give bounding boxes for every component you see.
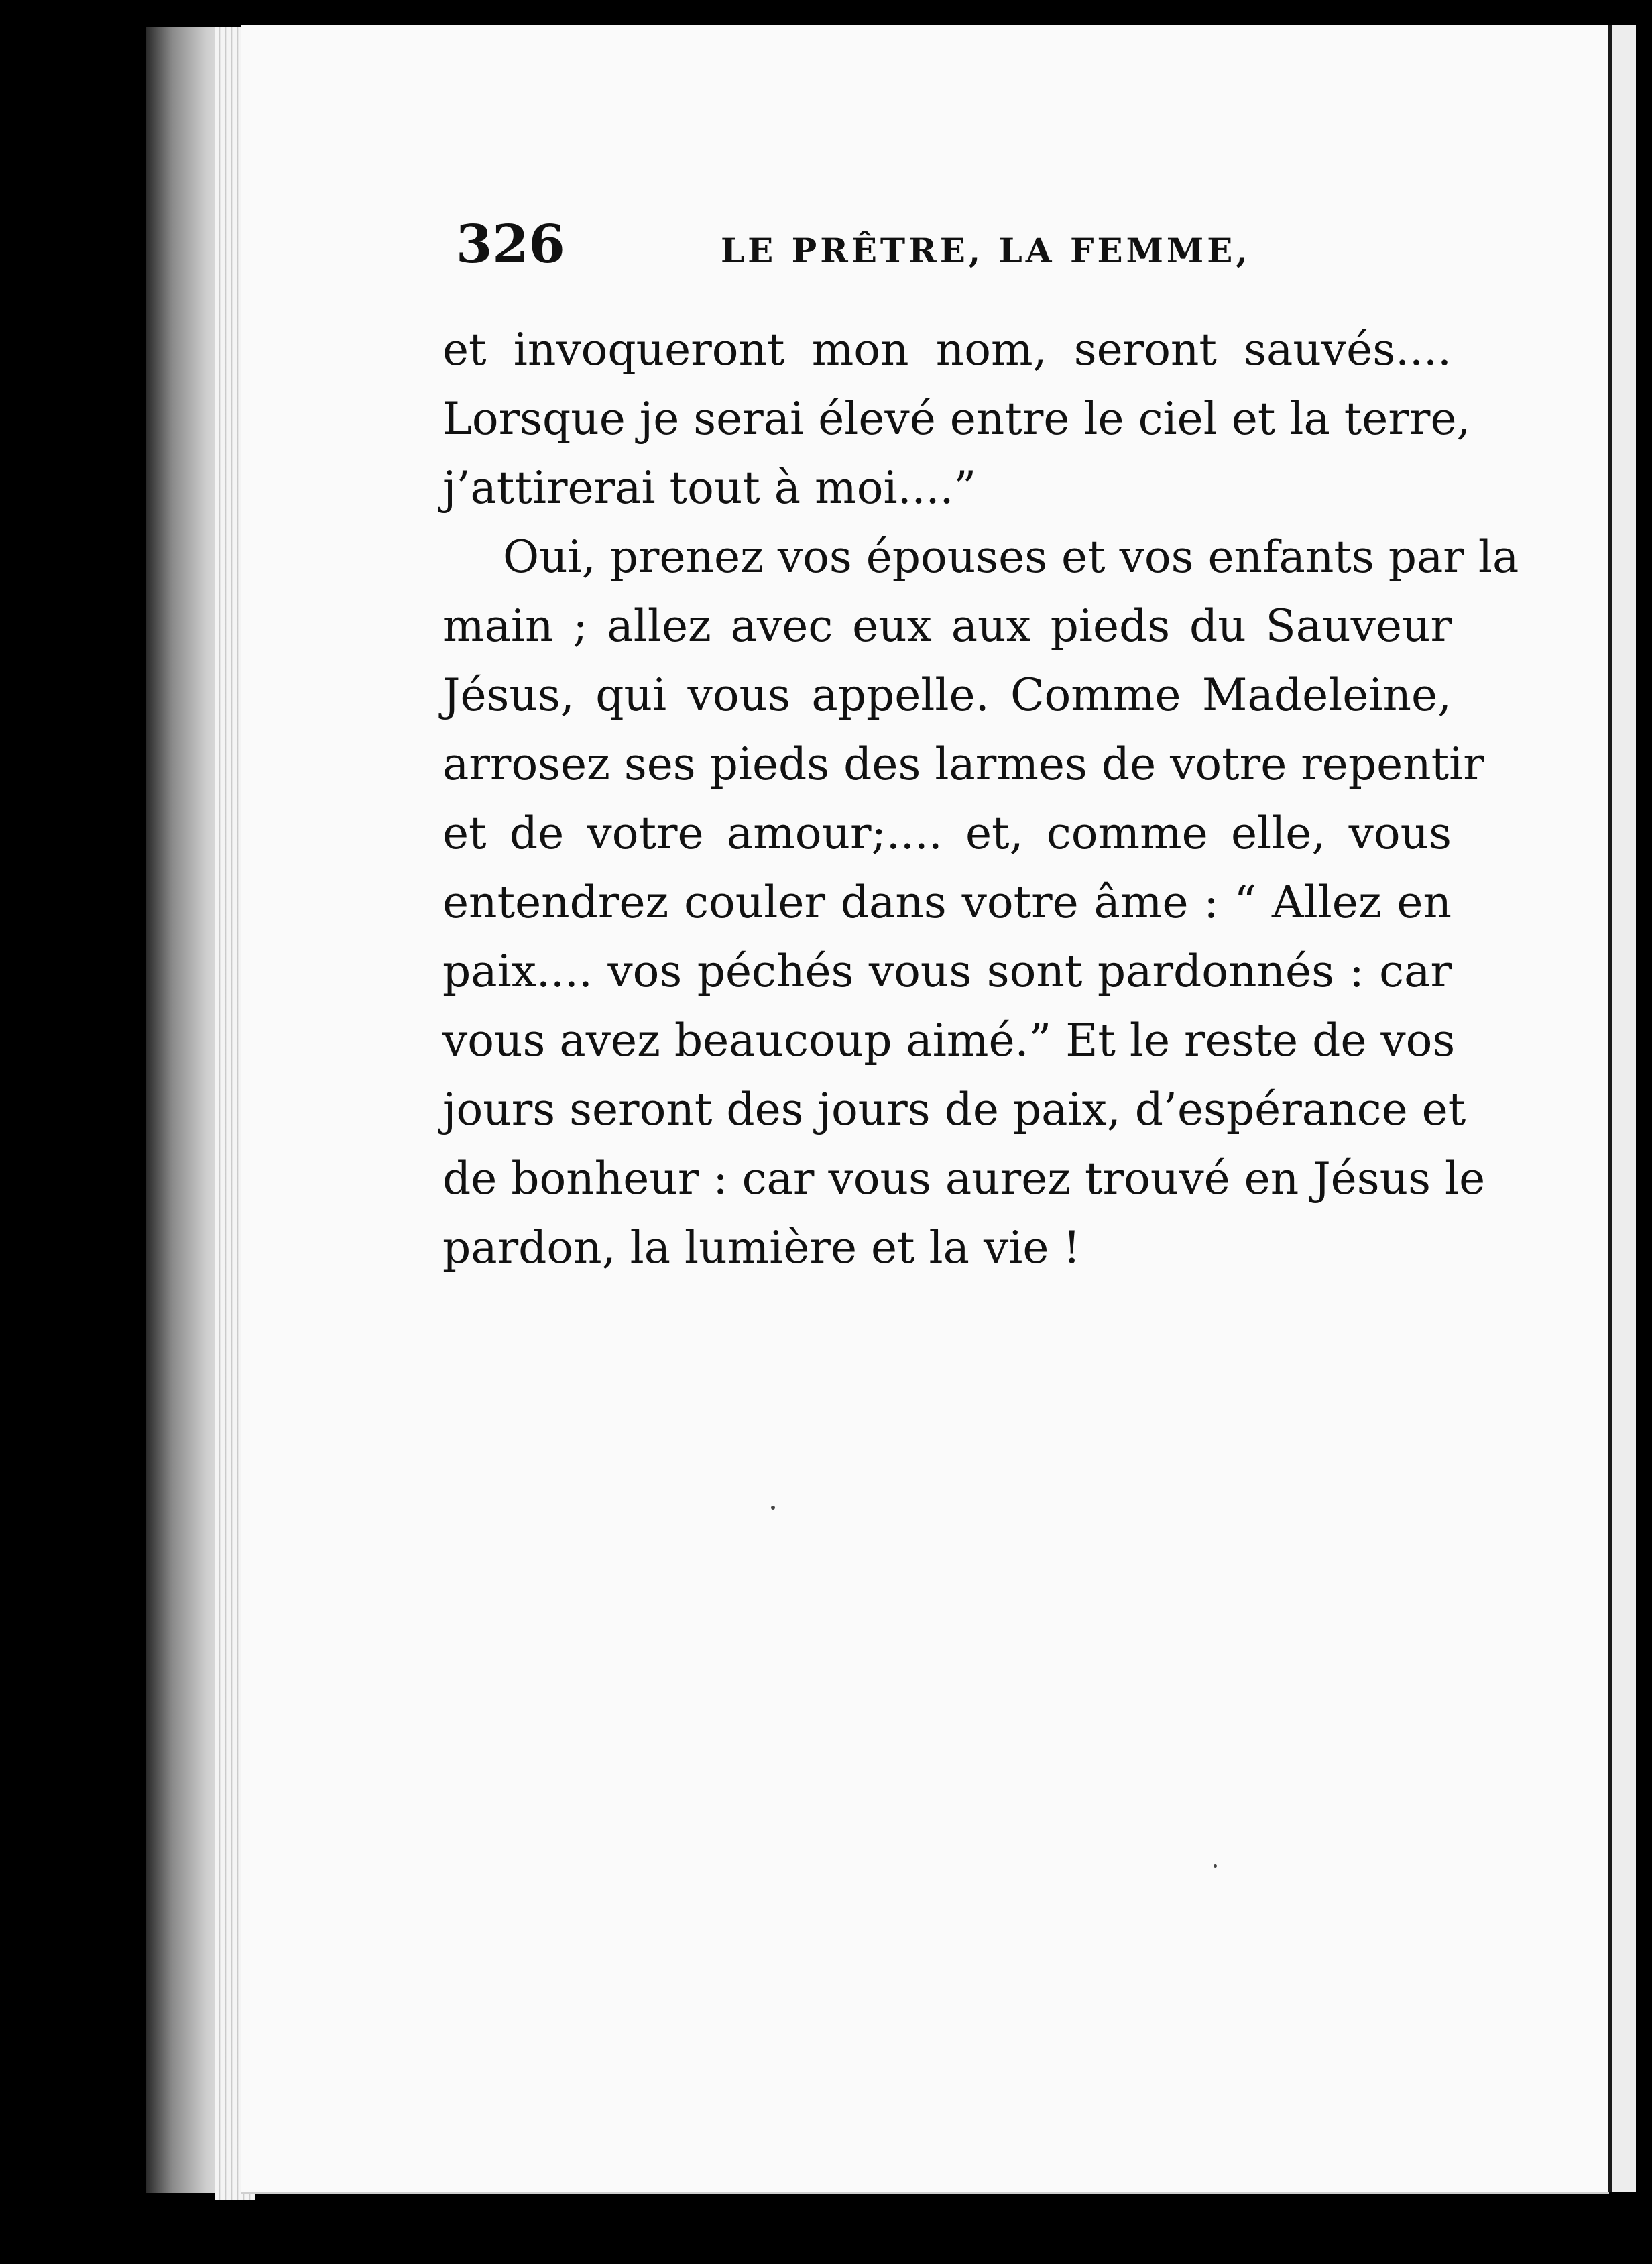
- text-line: entendrez couler dans votre âme : “ Allez en: [442, 876, 1452, 928]
- text-line: arrosez ses pieds des larmes de votre repentir: [442, 738, 1484, 790]
- text-line: et invoqueront mon nom, seront sauvés....: [442, 324, 1452, 376]
- paper-speck: [1214, 1864, 1217, 1868]
- paragraph-start-line: Oui, prenez vos épouses et vos enfants par la: [503, 531, 1519, 583]
- text-line: paix.... vos péchés vous sont pardonnés : car: [442, 946, 1452, 997]
- text-line: j’attirerai tout à moi....”: [442, 462, 977, 514]
- facing-page-edge: [1608, 25, 1636, 2192]
- text-line: jours seront des jours de paix, d’espérance et: [442, 1084, 1466, 1135]
- text-line: Lorsque je serai élevé entre le ciel et la terre,: [442, 393, 1471, 445]
- text-line: de bonheur : car vous aurez trouvé en Jésus le: [442, 1153, 1486, 1204]
- body-text: [442, 315, 1519, 1282]
- running-title: LE PRÊTRE, LA FEMME,: [721, 231, 1251, 270]
- text-line: pardon, la lumière et la vie !: [442, 1222, 1081, 1274]
- page-number: 326: [456, 214, 565, 275]
- text-line: vous avez beaucoup aimé.” Et le reste de vos: [442, 1015, 1456, 1066]
- text-line: et de votre amour;.... et, comme elle, vous: [442, 807, 1452, 859]
- text-line: main ; allez avec eux aux pieds du Sauveur: [442, 600, 1452, 652]
- text-line: Jésus, qui vous appelle. Comme Madeleine,: [442, 669, 1452, 721]
- paper-speck: [771, 1506, 775, 1510]
- page-header: [456, 208, 1251, 282]
